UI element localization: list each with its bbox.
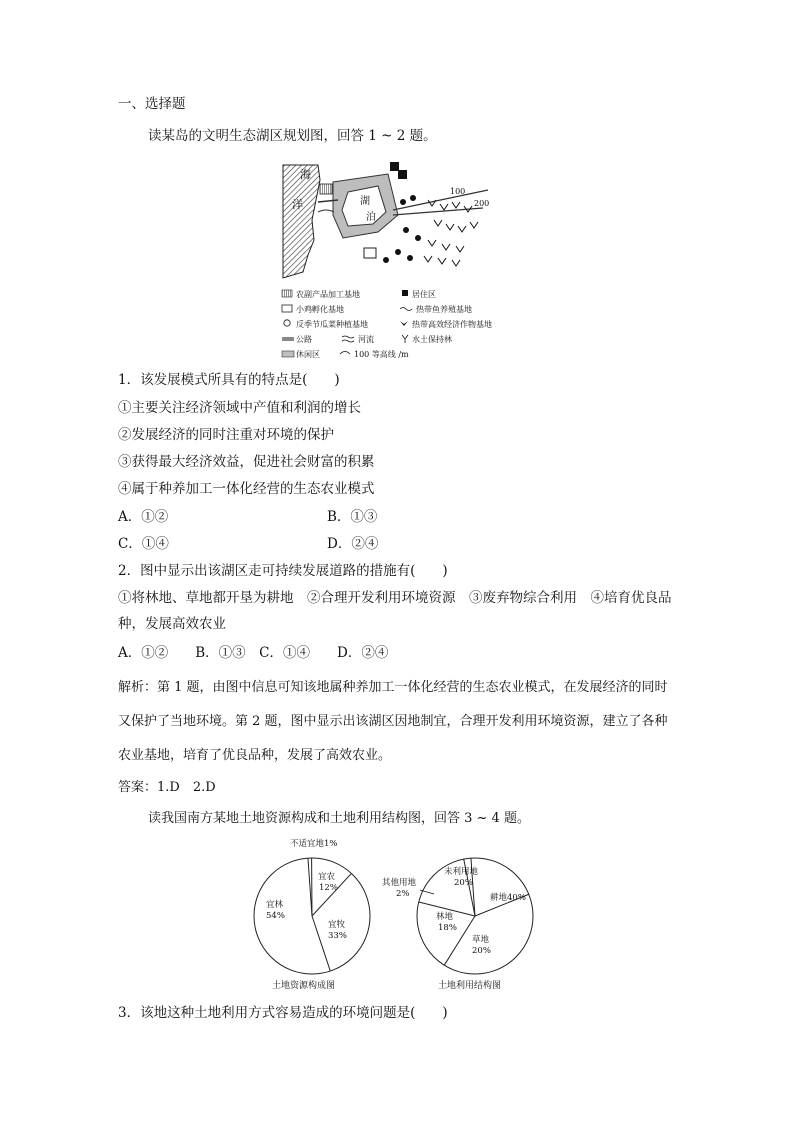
q1-item-1: ①主要关注经济领域中产值和利润的增长: [118, 400, 361, 416]
processing-base-icon: [320, 184, 332, 194]
pie2-forest-pct: 18%: [438, 923, 457, 933]
chick-hatch-icon: [364, 248, 376, 258]
legend-fish: 热带鱼养殖基地: [416, 305, 472, 314]
q2-options: A．①② B．①③ C．①④ D．②④: [118, 645, 389, 661]
q1-option-c: C．①④: [118, 536, 169, 552]
q1-item-4: ④属于种养加工一体化经营的生态农业模式: [118, 481, 375, 497]
sea-label: 海: [300, 168, 311, 181]
lake-label-1: 湖: [360, 196, 370, 207]
q1-option-a: A．①②: [118, 509, 169, 525]
q1-item-2: ②发展经济的同时注重对环境的保护: [118, 427, 334, 443]
pie1-lin-pct: 54%: [266, 911, 285, 921]
pie1-nong-label: 宜农: [318, 872, 336, 882]
legend-chick: 小鸡孵化基地: [296, 305, 344, 314]
section-title: 一、选择题: [118, 96, 186, 112]
pie1-title: 土地资源构成图: [272, 981, 336, 991]
contour-100-label: 100: [450, 187, 466, 196]
legend-processing: 农副产品加工基地: [296, 290, 360, 299]
q1-stem: 1．该发展模式所具有的特点是( ): [118, 372, 340, 388]
pie1-mu-label: 宜牧: [328, 920, 346, 930]
legend-forest: 水土保持林: [412, 335, 452, 344]
land-pie-charts: [250, 838, 550, 998]
ocean-label: 洋: [292, 198, 303, 211]
residential-icon-2: [398, 170, 407, 179]
pie2-other-pct: 2%: [396, 889, 410, 899]
pie2-farmland-label: 耕地40%: [490, 893, 526, 903]
contour-200-label: 200: [474, 199, 490, 208]
legend-leisure: 休闲区: [296, 350, 320, 359]
map-legend: [282, 289, 492, 359]
legend-residential: 居住区: [412, 290, 436, 299]
legend-contour: 100 等高线 /m: [354, 350, 409, 359]
analysis-text: 解析：第 1 题，由图中信息可知该地属种养加工一体化经营的生态农业模式，在发展经济的同时又保护了当地环境。第 2 题，图中显示出该湖区因地制宜，合理开发利用环境资源，建立了各种农业基地，培育了优良品种，发展了高效农业。: [118, 680, 668, 763]
legend-vegetable: 反季节瓜菜种植基地: [296, 320, 368, 329]
pie2-grass-label: 草地: [472, 935, 490, 945]
river: [318, 210, 334, 212]
pie2-unused-pct: 20%: [454, 878, 473, 888]
pie1-nong-pct: 12%: [319, 883, 338, 893]
q2-stem: 2．图中显示出该湖区走可持续发展道路的措施有( ): [118, 563, 448, 579]
pie2-title: 土地利用结构图: [438, 981, 502, 991]
intro-q3-4: 读我国南方某地土地资源构成和土地利用结构图，回答 3 ~ 4 题。: [148, 811, 530, 826]
q2-items: ①将林地、草地都开垦为耕地 ②合理开发利用环境资源 ③废弃物综合利用 ④培育优良品种，发展高效农业: [118, 590, 672, 632]
sea-area: [283, 165, 320, 278]
pie2-grass-pct: 20%: [472, 946, 491, 956]
legend-crop: 热带高效经济作物基地: [412, 320, 492, 329]
q3-stem: 3．该地这种土地利用方式容易造成的环境问题是( ): [118, 1005, 448, 1021]
pie1-mu-pct: 33%: [328, 931, 347, 941]
pie1-lin-label: 宜林: [266, 900, 284, 910]
lake-label-2: 泊: [366, 212, 376, 223]
pie2-unused-label: 未利用地: [444, 867, 479, 877]
q1-option-b: B．①③: [327, 509, 378, 525]
pie2-other-label: 其他用地: [382, 878, 417, 888]
legend-river: 河流: [358, 335, 374, 344]
eco-lake-map: [278, 160, 518, 365]
q1-item-3: ③获得最大经济效益，促进社会财富的积累: [118, 454, 375, 470]
answer-text: 答案：1.D 2.D: [118, 780, 216, 795]
pie2-forest-label: 林地: [436, 912, 454, 922]
pie1-top-label: 不适宜地1%: [290, 839, 338, 849]
intro-q1-2: 读某岛的文明生态湖区规划图，回答 1 ~ 2 题。: [148, 128, 437, 144]
residential-icon-1: [390, 162, 399, 171]
q1-option-d: D．②④: [327, 536, 379, 552]
legend-road: 公路: [296, 335, 312, 344]
